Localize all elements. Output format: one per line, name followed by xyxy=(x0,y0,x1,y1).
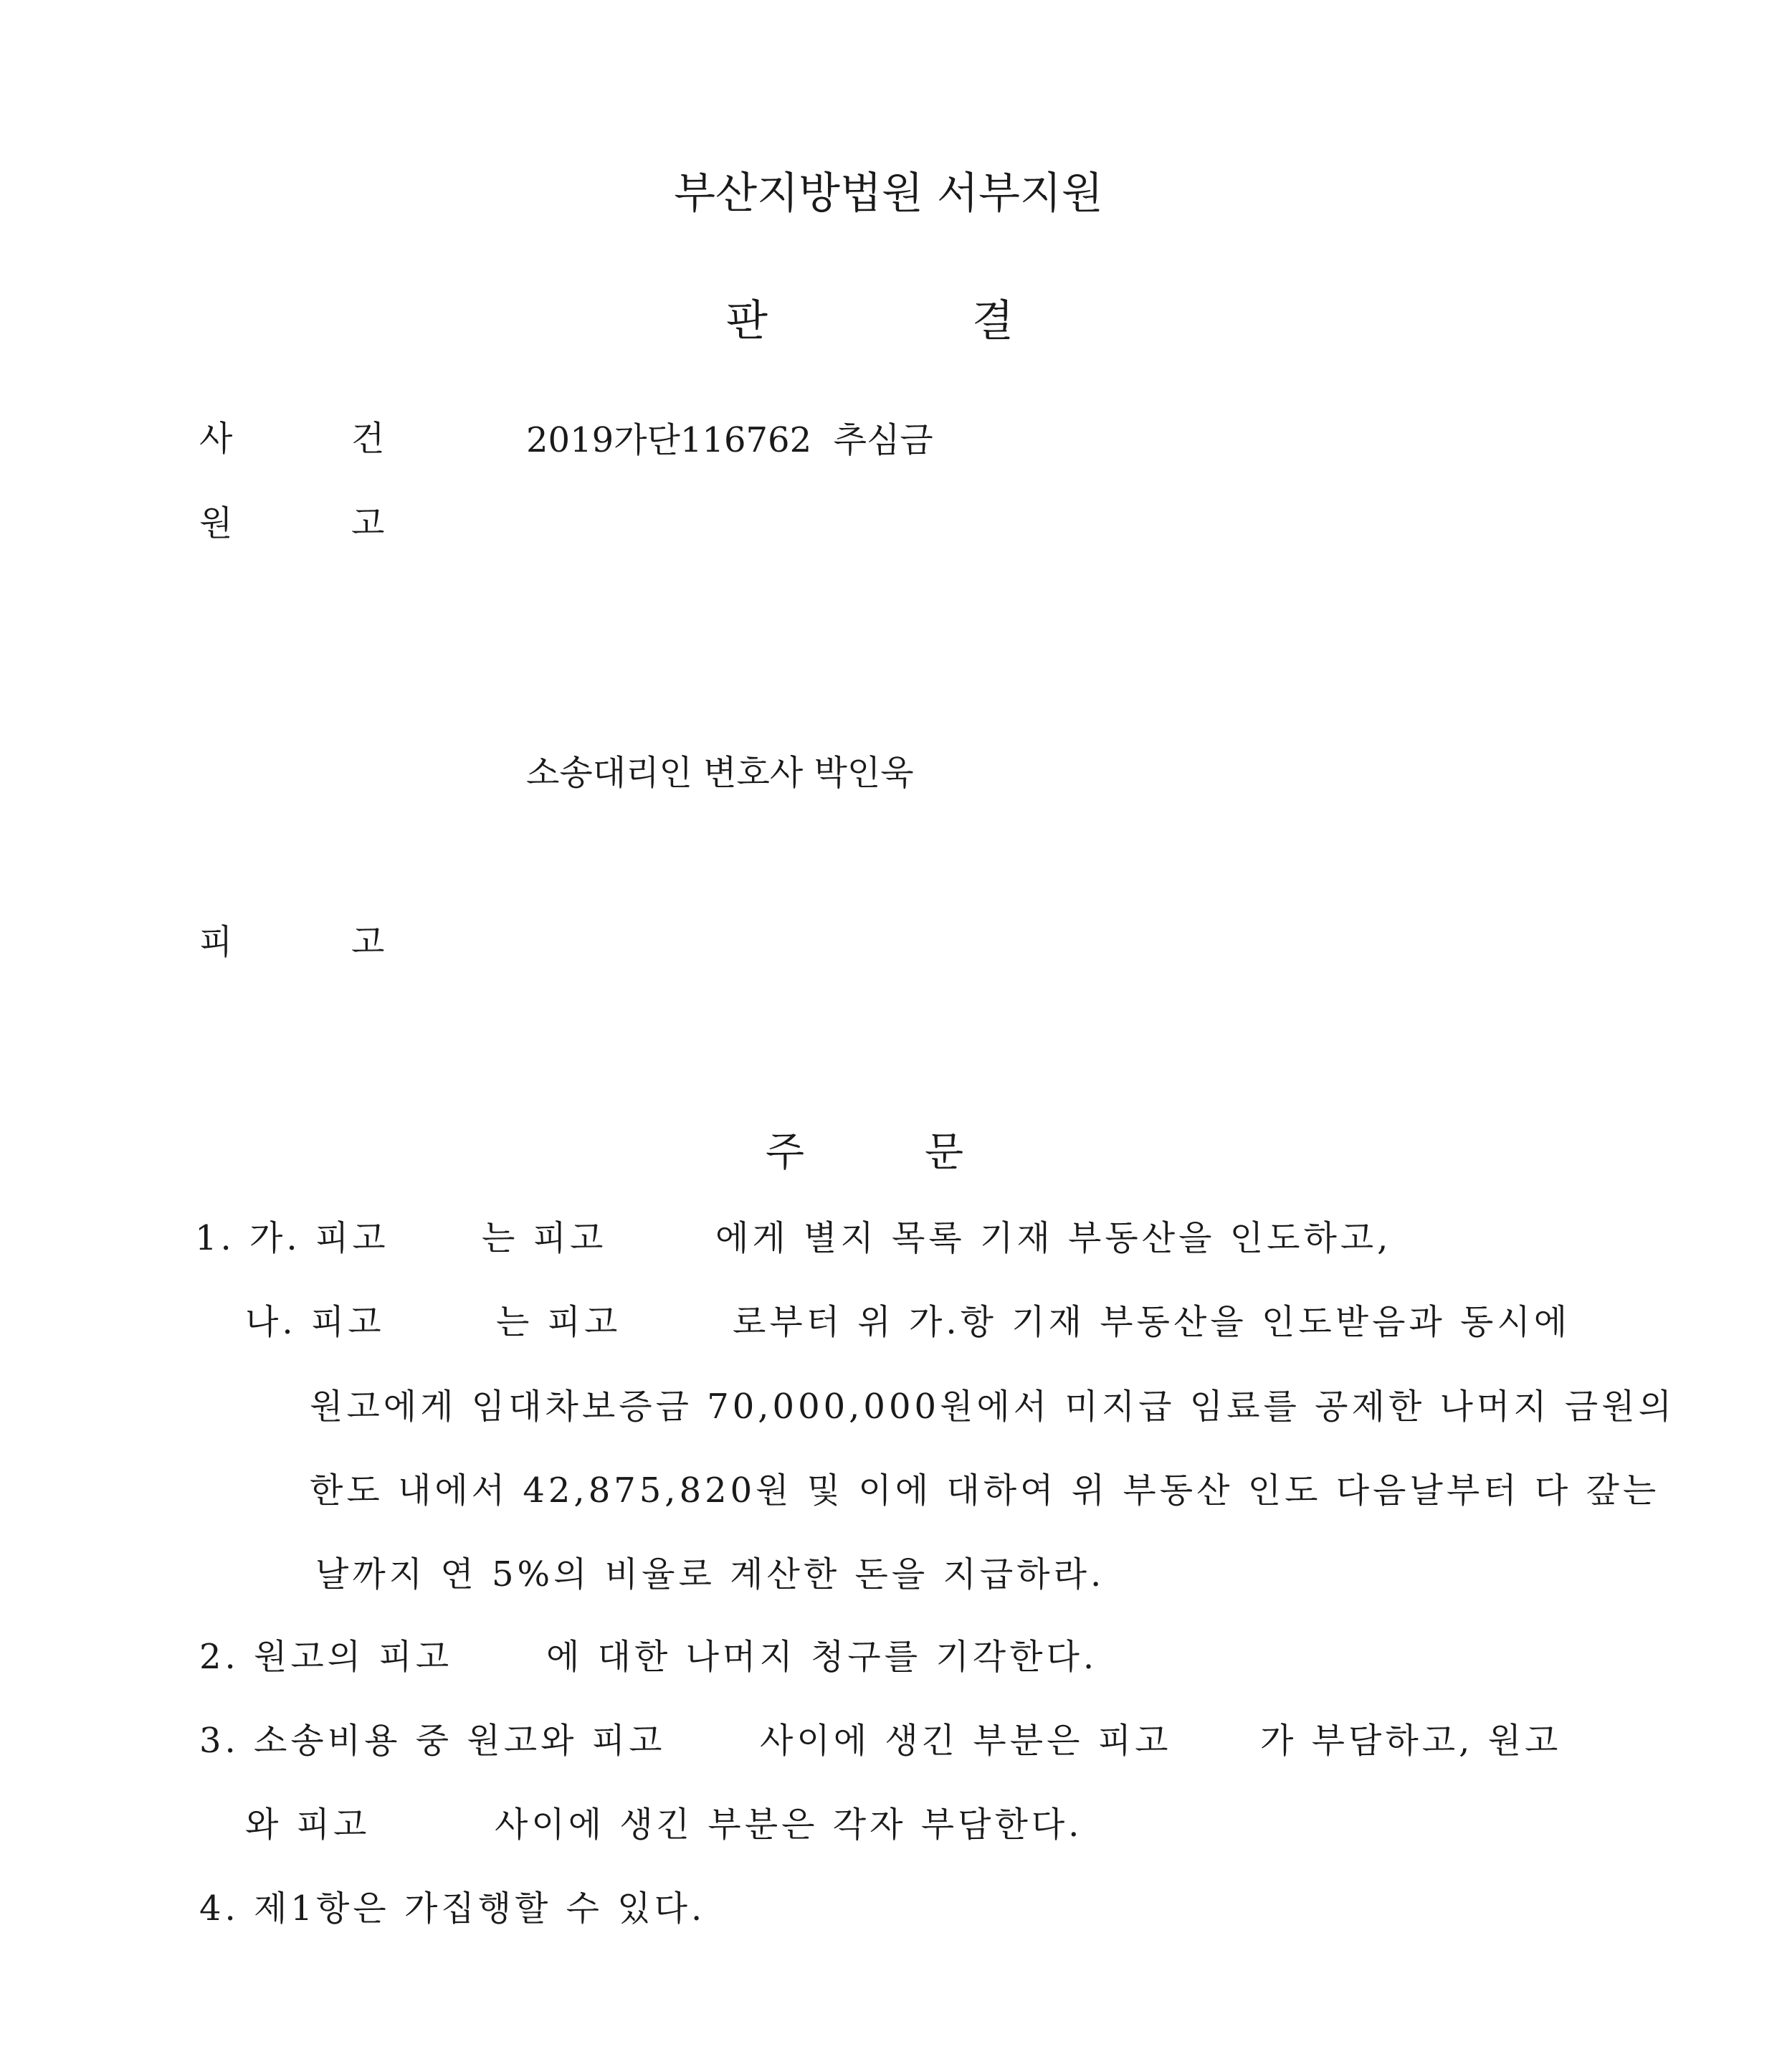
plaintiff-label-1: 원 xyxy=(199,503,233,543)
case-number: 2019가단116762 추심금 xyxy=(526,420,933,460)
document-title-part-2: 결 xyxy=(972,296,1014,346)
case-label-1: 사 xyxy=(199,419,233,459)
order-line-2b: 는 피고 xyxy=(496,1302,621,1342)
order-heading-part-1: 주 xyxy=(766,1129,805,1176)
order-line-2c: 로부터 위 가.항 기재 부동산을 인도받음과 동시에 xyxy=(733,1302,1571,1342)
order-line-7a: 3. 소송비용 중 원고와 피고 xyxy=(199,1721,666,1761)
plaintiff-label-2: 고 xyxy=(351,503,385,543)
court-name: 부산지방법원 서부지원 xyxy=(674,168,1103,219)
order-line-5: 날까지 연 5%의 비율로 계산한 돈을 지급하라. xyxy=(315,1554,1105,1595)
order-line-4: 한도 내에서 42,875,820원 및 이에 대하여 위 부동산 인도 다음날부터 다 갚는 xyxy=(310,1470,1660,1511)
order-line-7b: 사이에 생긴 부분은 피고 xyxy=(760,1721,1172,1761)
order-line-3: 원고에게 임대차보증금 70,000,000원에서 미지급 임료를 공제한 나머지 금원의 xyxy=(310,1387,1675,1427)
plaintiff-attorney: 소송대리인 변호사 박인욱 xyxy=(526,753,914,793)
order-line-1c: 에게 별지 목록 기재 부동산을 인도하고, xyxy=(715,1218,1392,1258)
order-line-9: 4. 제1항은 가집행할 수 있다. xyxy=(199,1888,706,1929)
order-line-1a: 1. 가. 피고 xyxy=(195,1218,389,1258)
order-line-1b: 는 피고 xyxy=(482,1218,607,1258)
document-title-part-1: 판 xyxy=(726,296,768,346)
order-line-8b: 사이에 생긴 부분은 각자 부담한다. xyxy=(495,1805,1083,1845)
order-line-6b: 에 대한 나머지 청구를 기각한다. xyxy=(546,1637,1098,1677)
order-heading-part-2: 문 xyxy=(925,1129,964,1176)
defendant-label-2: 고 xyxy=(351,922,385,962)
order-line-6a: 2. 원고의 피고 xyxy=(199,1637,453,1677)
case-label-2: 건 xyxy=(351,419,385,459)
defendant-label-1: 피 xyxy=(199,922,233,962)
order-line-8a: 와 피고 xyxy=(245,1805,371,1845)
order-line-2a: 나. 피고 xyxy=(245,1302,385,1342)
order-line-7c: 가 부담하고, 원고 xyxy=(1260,1721,1562,1761)
